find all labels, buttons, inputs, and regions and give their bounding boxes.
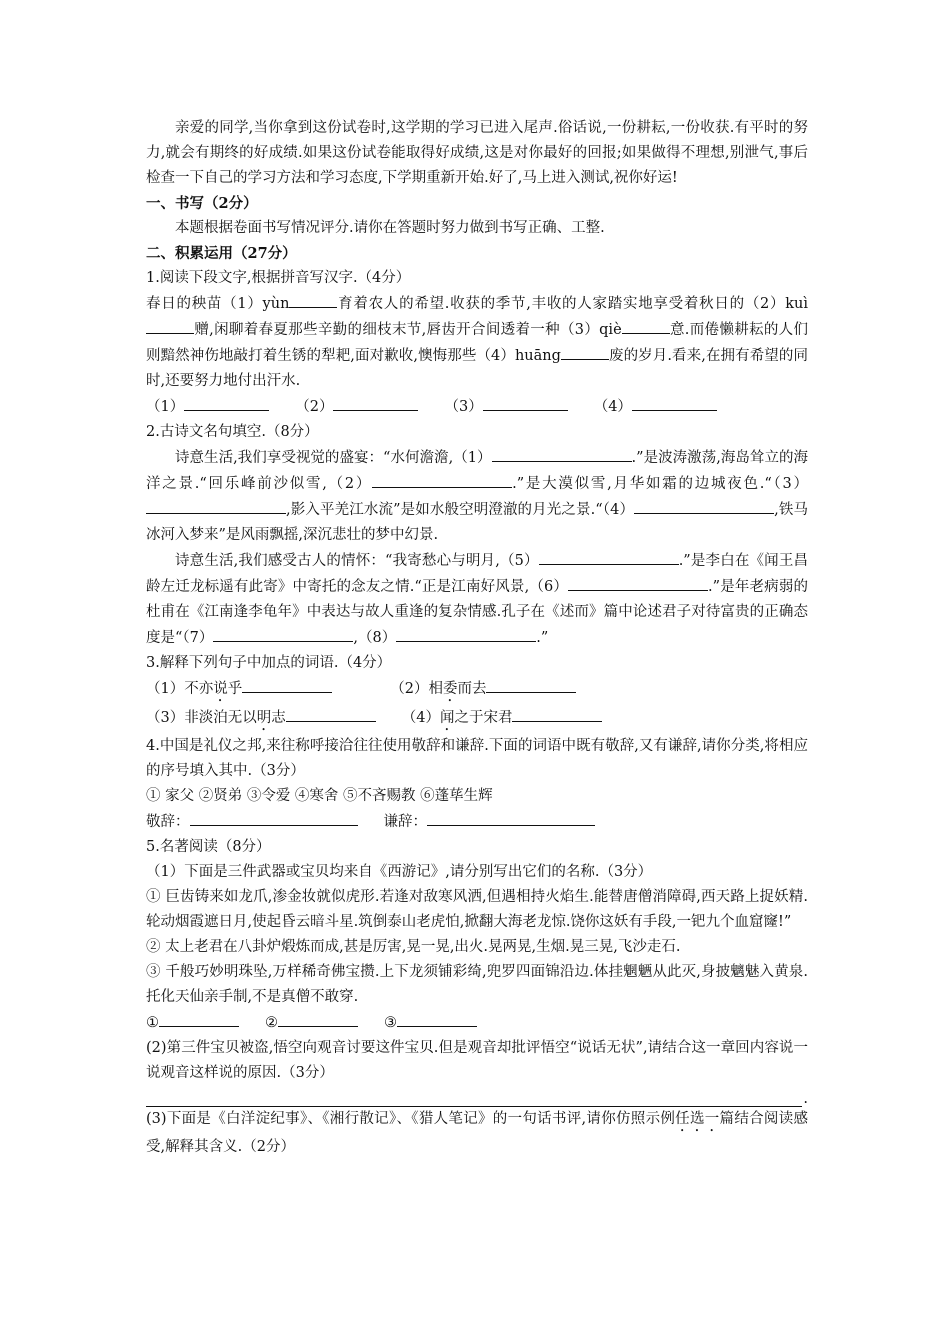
q3-blank-2[interactable] (486, 676, 576, 693)
q1-answer-3[interactable] (483, 394, 568, 411)
q1-answer-2[interactable] (333, 394, 418, 411)
q1-answer-row: （1） （2） （3） （4） (146, 394, 808, 420)
q4-options: ① 家父 ②贤弟 ③令爱 ④寒舍 ⑤不吝赐教 ⑥蓬荜生辉 (146, 788, 493, 804)
respect-words-blank[interactable] (190, 809, 358, 826)
section1-body: 本题根据卷面书写情况评分.请你在答题时努力做到书写正确、工整. (175, 220, 605, 236)
q2-blank-1[interactable] (492, 445, 632, 462)
dotted-word: 闻 (439, 710, 455, 726)
q2-paragraph-2: 诗意生活,我们感受古人的情怀：“我寄愁心与明月,（5） .”是李白在《闻王昌龄左迁龙标遥有此寄》中寄托的念友之情.“正是江南好风景,（6） .”是年老病弱的杜甫在《江南逢李龟年》中表达与故人重逢的复杂情感.孔子在《述而》篇中论述君子对待富贵的正确态度是“（7） ,（8） .” (146, 548, 808, 651)
q5-item-1: ① 巨齿铸来如龙爪,渗金妆就似虎形.若逢对敌寒风洒,但遇相持火焰生.能替唐僧消障碍,西天路上捉妖精.轮动烟霞遮日月,使起昏云暗斗星.筑倒泰山老虎怕,掀翻大海老龙惊.饶你这妖有手段,一钯九个血窟窿!” (146, 889, 808, 930)
q3-row-1: （1）不亦说乎 （2）相委而去 (146, 676, 808, 705)
dotted-word: 说 (213, 681, 228, 697)
q5-item-2: ② 太上老君在八卦炉煅炼而成,甚是厉害,晃一晃,出火.晃两晃,生烟.晃三晃,飞沙走石. (146, 939, 681, 955)
q2-blank-4[interactable] (634, 497, 774, 514)
intro-paragraph: 亲爱的同学,当你拿到这份试卷时,这学期的学习已进入尾声.俗话说,一份耕耘,一份收获.有平时的努力,就会有期终的好成绩.如果这份试卷能取得好成绩,这是对你最好的回报;如果做得不理想,别泄气,事后检查一下自己的学习方法和学习态度,下学期重新开始.好了,马上进入测试,祝你好运! (146, 120, 808, 186)
q3-blank-4[interactable] (512, 705, 602, 722)
q5-answer-line[interactable]: . (146, 1086, 802, 1107)
q2-paragraph-1: 诗意生活,我们享受视觉的盛宴：“水何澹澹,（1） .”是波涛激荡,海岛耸立的海洋之景.“回乐峰前沙似雪,（2） .”是大漠似雪,月华如霜的边城夜色.“（3）,影入平羌江水流”是如水般空明澄澈的月光之景.“（4） ,铁马冰河入梦来”是风雨飘摇,深沉悲壮的梦中幻景. (146, 445, 808, 548)
q5-answer-row: ① ② ③ (146, 1010, 808, 1036)
q1-passage: 春日的秧苗（1）yùn 育着农人的希望.收获的季节,丰收的人家踏实地享受着秋日的（2）kuì赠,闲聊着春夏那些辛勤的细枝末节,唇齿开合间透着一种（3）qiè 意.而倦懒耕耘的人们则黯然神伤地敲打着生锈的犁耙,面对歉收,懊悔那些（4）huāng 废的岁月.看来,在拥有希望的同时,还要努力地付出汗水. (146, 291, 808, 394)
q2-blank-2[interactable] (372, 471, 512, 488)
q1-blank-2[interactable] (146, 317, 194, 334)
q2-blank-7[interactable] (213, 625, 353, 642)
q5-title: 5.名著阅读（8分） (146, 839, 271, 855)
q5-sub2: (2)第三件宝贝被盗,悟空向观音讨要这件宝贝.但是观音却批评悟空“说话无状”,请结合这一章回内容说一说观音这样说的原因.（3分） (146, 1040, 808, 1081)
q5-sub1: （1）下面是三件武器或宝贝均来自《西游记》,请分别写出它们的名称.（3分） (146, 864, 653, 880)
q2-blank-8[interactable] (396, 625, 536, 642)
section2-title: 二、积累运用（27分） (146, 245, 297, 262)
q4-answer-row: 敬辞： 谦辞： (146, 809, 808, 835)
dotted-word: 明 (256, 710, 272, 726)
q1-answer-4[interactable] (632, 394, 717, 411)
q3-blank-1[interactable] (242, 676, 332, 693)
dotted-word: 委 (442, 681, 458, 697)
q1-title: 1.阅读下段文字,根据拼音写汉字.（4分） (146, 270, 411, 286)
dotted-word: 任选一 (675, 1111, 720, 1127)
exam-page (146, 116, 808, 1160)
q3-title: 3.解释下列句子中加点的词语.（4分） (146, 655, 392, 671)
q1-blank-1[interactable] (289, 291, 337, 308)
q5-item-3: ③ 千般巧妙明珠坠,万样稀奇佛宝攒.上下龙须铺彩绮,兜罗四面锦沿边.体挂魍魉从此灭,身披魑魅入黄泉.托化天仙亲手制,不是真僧不敢穿. (146, 964, 808, 1005)
q1-answer-1[interactable] (184, 394, 269, 411)
q2-blank-3[interactable] (146, 497, 286, 514)
q5-blank-2[interactable] (278, 1010, 358, 1027)
humble-words-blank[interactable] (427, 809, 595, 826)
q2-blank-5[interactable] (539, 548, 679, 565)
section1-title: 一、书写（2分） (146, 195, 258, 212)
q3-blank-3[interactable] (286, 705, 376, 722)
q5-sub3: (3)下面是《白洋淀纪事》、《湘行散记》、《猎人笔记》的一句话书评,请你仿照示例任选一篇结合阅读感受,解释其含义.（2分） (146, 1111, 808, 1155)
q5-blank-3[interactable] (397, 1010, 477, 1027)
q2-blank-6[interactable] (568, 574, 708, 591)
q3-row-2: （3）非淡泊无以明志 （4）闻之于宋君 (146, 705, 808, 734)
q1-blank-3[interactable] (622, 317, 670, 334)
q2-title: 2.古诗文名句填空.（8分） (146, 424, 319, 440)
q1-blank-4[interactable] (561, 343, 609, 360)
q5-blank-1[interactable] (159, 1010, 239, 1027)
q4-title: 4.中国是礼仪之邦,来往称呼接洽往往使用敬辞和谦辞.下面的词语中既有敬辞,又有谦辞,请你分类,将相应的序号填入其中.（3分） (146, 738, 808, 779)
